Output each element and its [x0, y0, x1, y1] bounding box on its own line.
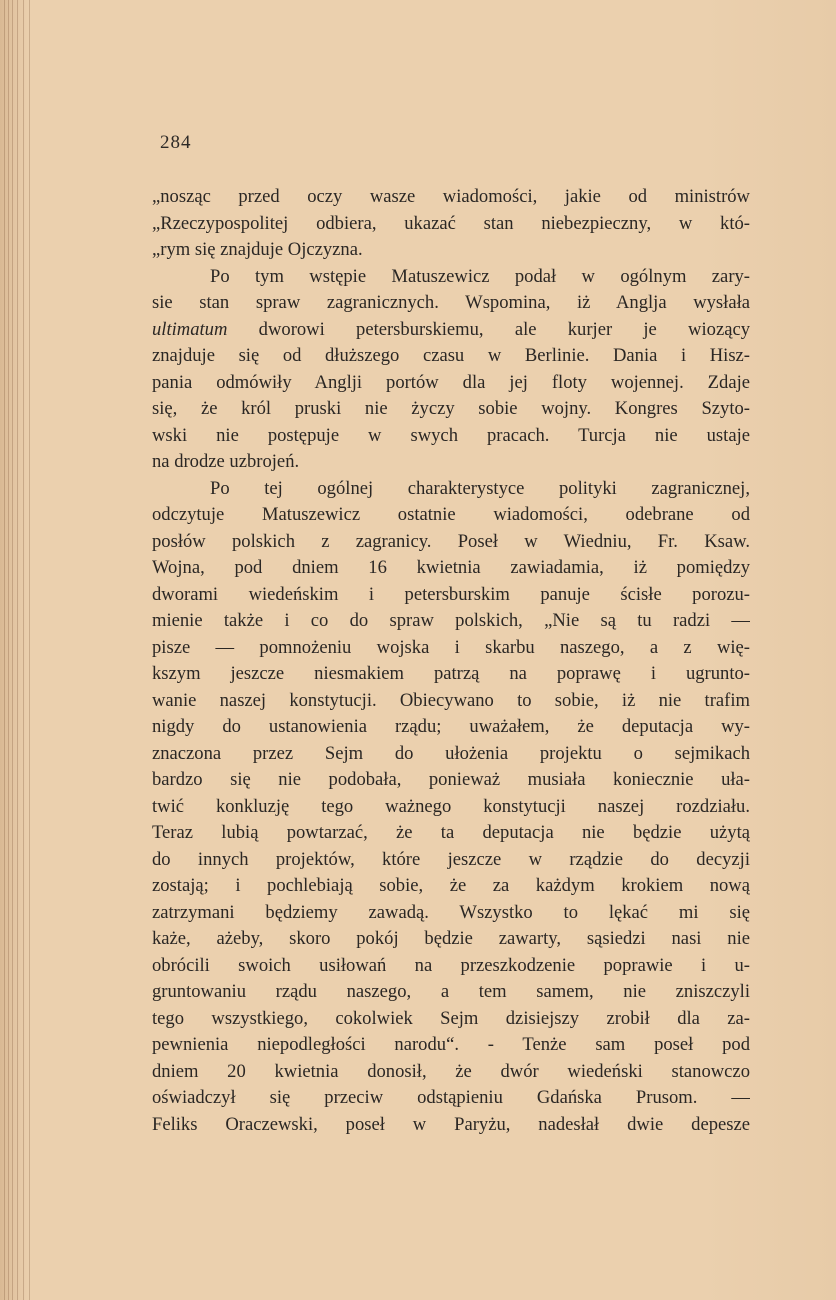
- text-line: tego wszystkiego, cokolwiek Sejm dzisiejszy zrobił dla za-: [152, 1007, 750, 1029]
- text-line: sie stan spraw zagranicznych. Wspomina, iż Anglja wysłała: [152, 292, 750, 313]
- text-line: bardzo się nie podobała, ponieważ musiała koniecznie uła-: [152, 769, 750, 790]
- text-line: Feliks Oraczewski, poseł w Paryżu, nadesłał dwie depesze: [152, 1113, 750, 1135]
- text-line: dniem 20 kwietnia donosił, że dwór wiedeński stanowczo: [152, 1060, 750, 1082]
- page-stack-edge: [12, 0, 13, 1300]
- text-line: każe, ażeby, skoro pokój będzie zawarty, sąsiedzi nasi nie: [152, 928, 750, 949]
- body-text: [152, 184, 750, 1138]
- text-line: odczytuje Matuszewicz ostatnie wiadomości, odebrane od: [152, 504, 750, 525]
- text-line: Wojna, pod dniem 16 kwietnia zawiadamia, iż pomiędzy: [152, 557, 750, 578]
- text-line: zostają; i pochlebiają sobie, że za każdym krokiem nową: [152, 875, 750, 896]
- text-line: Teraz lubią powtarzać, że ta deputacja nie będzie użytą: [152, 822, 750, 843]
- text-line: mienie także i co do spraw polskich, „Nie są tu radzi —: [152, 610, 750, 631]
- text-line: znaczona przez Sejm do ułożenia projektu o sejmikach: [152, 742, 750, 764]
- text-line: posłów polskich z zagranicy. Poseł w Wiedniu, Fr. Ksaw.: [152, 530, 750, 552]
- text-line: znajduje się od dłuższego czasu w Berlinie. Dania i Hisz-: [152, 345, 750, 366]
- text-line: pania odmówiły Anglji portów dla jej floty wojennej. Zdaje: [152, 371, 750, 393]
- text-line: Po tym wstępie Matuszewicz podał w ogólnym zary-: [210, 265, 750, 287]
- text-line: do innych projektów, które jeszcze w rządzie do decyzji: [152, 848, 750, 870]
- text-line: ultimatum dworowi petersburskiemu, ale kurjer je wiozący: [152, 318, 750, 340]
- text-line: twić konkluzję tego ważnego konstytucji naszej rozdziału.: [152, 795, 750, 817]
- text-line: obrócili swoich usiłowań na przeszkodzenie poprawie i u-: [152, 954, 750, 976]
- text-line: wski nie postępuje w swych pracach. Turcja nie ustaje: [152, 424, 750, 446]
- text-line: zatrzymani będziemy zawadą. Wszystko to lękać mi się: [152, 901, 750, 923]
- text-line: na drodze uzbrojeń.: [152, 451, 300, 472]
- page-stack-edge: [23, 0, 24, 1300]
- text-line: gruntowaniu rządu naszego, a tem samem, nie zniszczyli: [152, 981, 750, 1002]
- page-number: 284: [160, 132, 192, 153]
- page-stack-edge: [29, 0, 30, 1300]
- text-line: się, że król pruski nie życzy sobie wojny. Kongres Szyto-: [152, 398, 750, 419]
- text-line: Po tej ogólnej charakterystyce polityki zagranicznej,: [210, 477, 750, 499]
- text-line: „Rzeczypospolitej odbiera, ukazać stan niebezpieczny, w któ-: [152, 212, 750, 234]
- text-line: oświadczył się przeciw odstąpieniu Gdańska Prusom. —: [152, 1087, 750, 1108]
- text-line: dworami wiedeńskim i petersburskim panuje ścisłe porozu-: [152, 583, 750, 605]
- page-stack-edge: [17, 0, 18, 1300]
- text-line: „nosząc przed oczy wasze wiadomości, jakie od ministrów: [152, 186, 750, 207]
- text-line: pisze — pomnożeniu wojska i skarbu naszego, a z wię-: [152, 636, 750, 658]
- text-line: „rym się znajduje Ojczyzna.: [152, 239, 363, 260]
- page-stack-edge: [4, 0, 5, 1300]
- text-line: kszym jeszcze niesmakiem patrzą na poprawę i ugrunto-: [152, 663, 750, 684]
- page-stack-edge: [8, 0, 9, 1300]
- text-line: nigdy do ustanowienia rządu; uważałem, że deputacja wy-: [152, 716, 750, 737]
- text-line: wanie naszej konstytucji. Obiecywano to sobie, iż nie trafim: [152, 689, 750, 711]
- italic-word: ultimatum: [152, 318, 228, 340]
- text-line: pewnienia niepodległości narodu“. - Tenże sam poseł pod: [152, 1034, 750, 1055]
